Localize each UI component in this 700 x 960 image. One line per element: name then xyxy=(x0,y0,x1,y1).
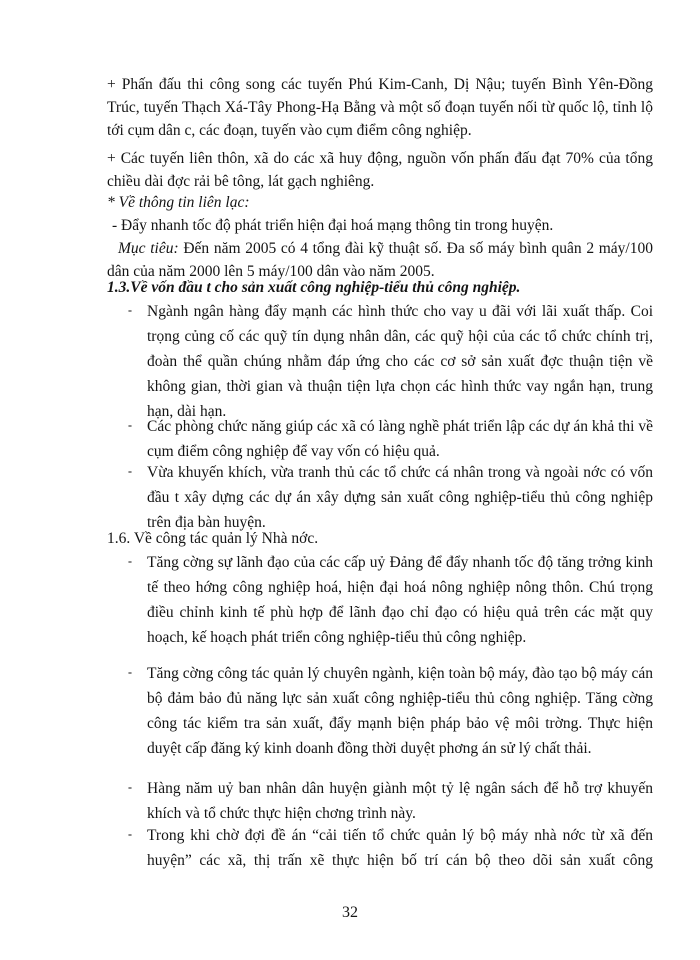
paragraph-road-routes: + Phấn đấu thi công song các tuyến Phú Kim-Canh, Dị Nậu; tuyến Bình Yên-Đồng Trúc, tuyến Thạch Xá-Tây Phong-Hạ Bằng và một số đoạn tuyến nối từ quốc lộ, tỉnh lộ tới cụm dân c, các đoạn, tuyến vào cụm điểm công nghiệp. xyxy=(107,76,653,139)
section-heading-1-3: 1.3.Về vốn đầu t cho sản xuất công nghiệp-tiểu thủ công nghiệp. xyxy=(107,279,521,296)
bullet-party-leadership: Tăng cờng sự lãnh đạo của các cấp uỷ Đảng để đẩy nhanh tốc độ tăng trởng kinh tế theo hớng công nghiệp hoá, hiện đại hoá nông nghiệp nông thôn. Chú trọng điều chỉnh kinh tế phù hợp để lãnh đạo chỉ đạo có hiệu quả trên các mặt quy hoạch, kế hoạch phát triển công nghiệp-tiểu thủ công nghiệp. xyxy=(147,554,653,646)
bullet-management: Tăng cờng công tác quản lý chuyên ngành, kiện toàn bộ máy, đào tạo bộ máy cán bộ đảm bảo đủ năng lực sản xuất công nghiệp-tiểu thủ công nghiệp. Tăng cờng công tác kiểm tra sản xuất, đẩy mạnh biện pháp bảo vệ môi trờng. Thực hiện duyệt cấp đăng ký kinh doanh đồng thời duyệt phơng án sử lý chất thải. xyxy=(147,665,653,757)
bullet-bank-loans: Ngành ngân hàng đẩy mạnh các hình thức cho vay u đãi với lãi xuất thấp. Coi trọng củng cố các quỹ tín dụng nhân dân, các quỹ hội của các tổ chức chính trị, đoàn thể quần chúng nhằm đáp ứng cho các cơ sở sản xuất đợc thuận tiện về không gian, thời gian và thuận tiện lựa chọn các hình thức vay ngắn hạn, trung hạn, dài hạn. xyxy=(147,303,653,420)
bullet-dash: - xyxy=(128,418,132,432)
target-text: Đến năm 2005 có 4 tổng đài kỹ thuật số. Đa số máy bình quân 2 máy/100 dân của năm 2000 lên 5 máy/100 dân vào năm 2005. xyxy=(107,240,653,280)
subheading-communications: * Về thông tin liên lạc: xyxy=(107,194,250,211)
paragraph-village-roads: + Các tuyến liên thôn, xã do các xã huy động, nguồn vốn phấn đấu đạt 70% của tổng chiều dài đợc rải bê tông, lát gạch nghiêng. xyxy=(107,150,653,190)
bullet-dash: - xyxy=(128,665,132,679)
paragraph-telecom-modernize: - Đẩy nhanh tốc độ phát triển hiện đại hoá mạng thông tin trong huyện. xyxy=(112,217,554,234)
bullet-dash: - xyxy=(128,554,132,568)
bullet-budget: Hàng năm uỷ ban nhân dân huyện giành một tỷ lệ ngân sách để hỗ trợ khuyến khích và tổ chức thực hiện chơng trình này. xyxy=(147,780,653,822)
bullet-encourage-investors: Vừa khuyến khích, vừa tranh thủ các tổ chức cá nhân trong và ngoài nớc có vốn đầu t xây dựng các dự án xây dựng sản xuất công nghiệp-tiểu thủ công nghiệp trên địa bàn huyện. xyxy=(147,464,653,531)
bullet-dash: - xyxy=(128,464,132,478)
section-heading-1-6: 1.6. Về công tác quản lý Nhà nớc. xyxy=(107,530,319,547)
bullet-reorganize: Trong khi chờ đợi đề án “cải tiến tổ chức quản lý bộ máy nhà nớc từ xã đến huyện” các xã, thị trấn xẽ thực hiện bố trí cán bộ theo dõi sản xuất công xyxy=(147,827,653,869)
bullet-dash: - xyxy=(128,780,132,794)
target-label: Mục tiêu: xyxy=(118,240,179,257)
bullet-dash: - xyxy=(128,303,132,317)
bullet-dash: - xyxy=(128,827,132,841)
page-number: 32 xyxy=(342,904,358,921)
bullet-feasibility: Các phòng chức năng giúp các xã có làng nghề phát triển lập các dự án khả thi về cụm điểm công nghiệp để vay vốn có hiệu quả. xyxy=(147,418,653,460)
